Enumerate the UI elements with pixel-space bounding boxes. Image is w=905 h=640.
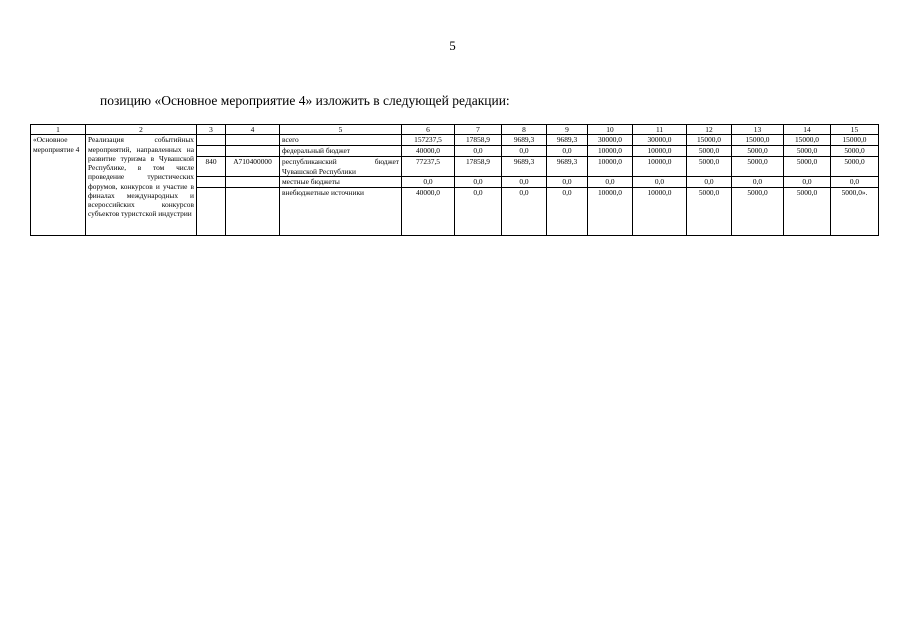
empty-cell: [226, 146, 280, 157]
column-header: 2: [86, 125, 197, 135]
value-cell: 0,0: [455, 187, 502, 235]
value-cell: 5000,0: [784, 157, 831, 177]
value-cell: 15000,0: [732, 135, 784, 146]
value-cell: 10000,0: [633, 157, 687, 177]
value-cell: 10000,0: [588, 146, 633, 157]
value-cell: 157237,5: [402, 135, 455, 146]
value-cell: 5000,0».: [831, 187, 879, 235]
column-header: 6: [402, 125, 455, 135]
value-cell: 15000,0: [687, 135, 732, 146]
value-cell: 30000,0: [588, 135, 633, 146]
value-cell: 0,0: [547, 146, 588, 157]
column-header: 11: [633, 125, 687, 135]
funding-source-cell: всего: [280, 135, 402, 146]
funding-source-cell: местные бюджеты: [280, 176, 402, 187]
value-cell: 30000,0: [633, 135, 687, 146]
funding-source-cell: внебюджетные источники: [280, 187, 402, 235]
value-cell: 0,0: [547, 176, 588, 187]
column-header: 10: [588, 125, 633, 135]
value-cell: 5000,0: [732, 157, 784, 177]
empty-cell: [226, 176, 280, 187]
value-cell: 10000,0: [633, 146, 687, 157]
value-cell: 0,0: [402, 176, 455, 187]
value-cell: 5000,0: [784, 187, 831, 235]
empty-cell: [197, 135, 226, 146]
value-cell: 0,0: [455, 176, 502, 187]
value-cell: 0,0: [588, 176, 633, 187]
value-cell: 15000,0: [831, 135, 879, 146]
empty-cell: [197, 187, 226, 235]
value-cell: 10000,0: [633, 187, 687, 235]
column-header: 15: [831, 125, 879, 135]
intro-text: позицию «Основное мероприятие 4» изложить в следующей редакции:: [100, 93, 510, 108]
value-cell: 0,0: [502, 146, 547, 157]
column-header: 4: [226, 125, 280, 135]
value-cell: 5000,0: [831, 157, 879, 177]
empty-cell: [226, 135, 280, 146]
funding-source-cell: республиканский бюджет Чувашской Республики: [280, 157, 402, 177]
code-cell: А710400000: [226, 157, 280, 177]
value-cell: 17858,9: [455, 157, 502, 177]
value-cell: 5000,0: [831, 146, 879, 157]
program-table: [30, 124, 879, 236]
value-cell: 0,0: [455, 146, 502, 157]
column-header: 5: [280, 125, 402, 135]
page-number: 5: [449, 38, 456, 53]
column-header: 12: [687, 125, 732, 135]
value-cell: 5000,0: [687, 146, 732, 157]
value-cell: 0,0: [687, 176, 732, 187]
table-row: [31, 135, 879, 146]
header-row: [31, 125, 879, 135]
empty-cell: [226, 187, 280, 235]
value-cell: 77237,5: [402, 157, 455, 177]
measure-description-cell: Реализация событийных мероприятий, направленных на развитие туризма в Чувашской Республике, в том числе проведение туристических форумов, конкурсов и участие в финалах международных и всероссийских конкурсов субъектов туристской индустрии: [86, 135, 197, 236]
value-cell: 40000,0: [402, 146, 455, 157]
empty-cell: [197, 176, 226, 187]
value-cell: 0,0: [732, 176, 784, 187]
value-cell: 5000,0: [687, 157, 732, 177]
value-cell: 9689,3: [502, 135, 547, 146]
column-header: 9: [547, 125, 588, 135]
value-cell: 9689,3: [502, 157, 547, 177]
value-cell: 0,0: [502, 176, 547, 187]
value-cell: 0,0: [831, 176, 879, 187]
column-header: 1: [31, 125, 86, 135]
value-cell: 10000,0: [588, 157, 633, 177]
measure-name-cell: «Основное мероприятие 4: [31, 135, 86, 236]
value-cell: 9689,3: [547, 157, 588, 177]
value-cell: 5000,0: [732, 187, 784, 235]
value-cell: 5000,0: [687, 187, 732, 235]
value-cell: 0,0: [502, 187, 547, 235]
column-header: 13: [732, 125, 784, 135]
value-cell: 0,0: [784, 176, 831, 187]
column-header: 8: [502, 125, 547, 135]
value-cell: 40000,0: [402, 187, 455, 235]
value-cell: 17858,9: [455, 135, 502, 146]
value-cell: 15000,0: [784, 135, 831, 146]
column-header: 7: [455, 125, 502, 135]
column-header: 14: [784, 125, 831, 135]
value-cell: 5000,0: [732, 146, 784, 157]
column-header: 3: [197, 125, 226, 135]
value-cell: 5000,0: [784, 146, 831, 157]
empty-cell: [197, 146, 226, 157]
value-cell: 0,0: [547, 187, 588, 235]
value-cell: 0,0: [633, 176, 687, 187]
value-cell: 10000,0: [588, 187, 633, 235]
funding-source-cell: федеральный бюджет: [280, 146, 402, 157]
code-cell: 840: [197, 157, 226, 177]
value-cell: 9689,3: [547, 135, 588, 146]
